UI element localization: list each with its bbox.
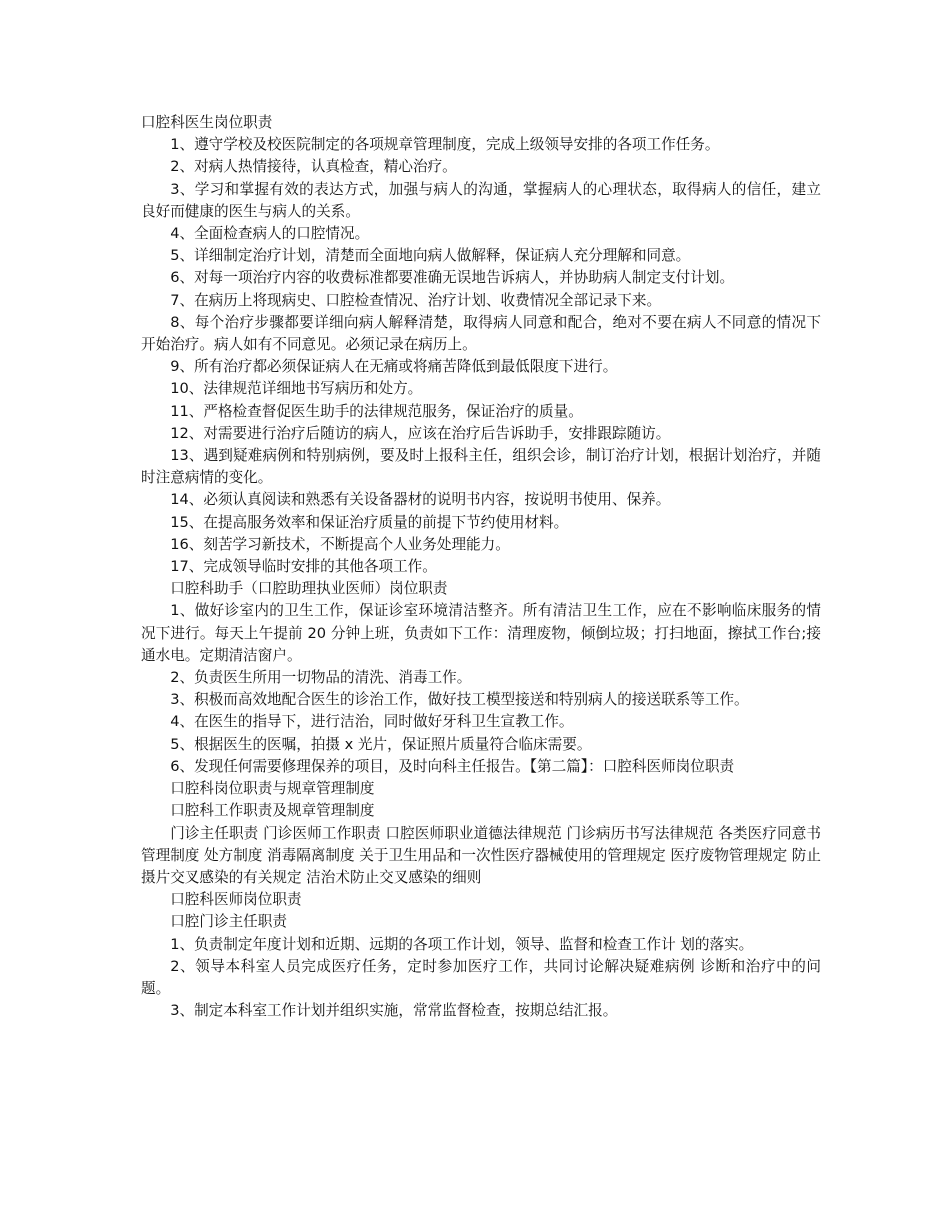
duty-item: 6、对每一项治疗内容的收费标准都要准确无误地告诉病人，并协助病人制定支付计划。 (170, 269, 735, 287)
duty-item: 2、领导本科室人员完成医疗任务，定时参加医疗工作，共同讨论解决疑难病例 诊断和治疗中的问题。 (141, 957, 821, 997)
section-heading: 口腔科助手（口腔助理执业医师）岗位职责 (170, 580, 448, 598)
duty-item: 10、法律规范详细地书写病历和处方。 (170, 380, 423, 398)
doc-title: 口腔科医生岗位职责 (141, 114, 273, 131)
duty-item: 7、在病历上将现病史、口腔检查情况、治疗计划、收费情况全部记录下来。 (170, 291, 662, 309)
section-heading: 口腔科医师岗位职责 (170, 891, 302, 909)
duty-item: 4、全面检查病人的口腔情况。 (170, 225, 370, 243)
duty-item: 11、严格检查督促医生助手的法律规范服务，保证治疗的质量。 (170, 402, 583, 420)
duty-item: 6、发现任何需要修理保养的项目，及时向科主任报告。【第二篇】：口腔科医师岗位职责 (170, 757, 735, 775)
regulation-list: 门诊主任职责 门诊医师工作职责 口腔医师职业道德法律规范 门诊病历书写法律规范 各类医疗同意书管理制度 处方制度 消毒隔离制度 关于卫生用品和一次性医疗器械使用的管理规定 医疗废物管理规定 防止摄片交叉感染的有关规定 洁治术防止交叉感染的细则 (141, 824, 821, 886)
duty-item: 3、制定本科室工作计划并组织实施，常常监督检查，按期总结汇报。 (170, 1002, 618, 1020)
duty-item: 14、必须认真阅读和熟悉有关设备器材的说明书内容，按说明书使用、保养。 (170, 491, 671, 509)
duty-item: 1、负责制定年度计划和近期、远期的各项工作计划，领导、监督和检查工作计 划的落实。 (170, 935, 754, 953)
duty-item: 9、所有治疗都必须保证病人在无痛或将痛苦降低到最低限度下进行。 (170, 358, 618, 376)
duty-item: 1、遵守学校及校医院制定的各项规章管理制度，完成上级领导安排的各项工作任务。 (170, 136, 720, 154)
duty-item: 2、负责医生所用一切物品的清洗、消毒工作。 (170, 669, 472, 687)
duty-item: 1、做好诊室内的卫生工作，保证诊室环境清洁整齐。所有清洁卫生工作，应在不影响临床服务的情况下进行。每天上午提前 20 分钟上班，负责如下工作：清理废物，倾倒垃圾；打扫地面，擦拭工作台;接通水电。定期清洁窗户。 (141, 602, 821, 664)
duty-item: 5、根据医生的医嘱，拍摄 x 光片，保证照片质量符合临床需要。 (170, 735, 592, 753)
duty-item: 13、遇到疑难病例和特别病例，要及时上报科主任，组织会诊，制订治疗计划，根据计划治疗，并随时注意病情的变化。 (141, 447, 821, 487)
duty-item: 17、完成领导临时安排的其他各项工作。 (170, 558, 437, 576)
duty-item: 12、对需要进行治疗后随访的病人，应该在治疗后告诉助手，安排跟踪随访。 (170, 424, 671, 442)
duty-item: 4、在医生的指导下，进行洁治，同时做好牙科卫生宣教工作。 (170, 713, 574, 731)
section-heading: 口腔科工作职责及规章管理制度 (170, 802, 375, 820)
duty-item: 5、详细制定治疗计划，清楚而全面地向病人做解释，保证病人充分理解和同意。 (170, 247, 691, 265)
section-heading: 口腔门诊主任职责 (170, 913, 287, 931)
duty-item: 2、对病人热情接待，认真检查，精心治疗。 (170, 158, 457, 176)
duty-item: 16、刻苦学习新技术，不断提高个人业务处理能力。 (170, 535, 510, 553)
document-body (141, 112, 821, 1022)
duty-item: 3、积极而高效地配合医生的诊治工作，做好技工模型接送和特别病人的接送联系等工作。 (170, 691, 749, 709)
duty-item: 8、每个治疗步骤都要详细向病人解释清楚，取得病人同意和配合，绝对不要在病人不同意的情况下开始治疗。病人如有不同意见。必须记录在病历上。 (141, 313, 821, 354)
duty-item: 15、在提高服务效率和保证治疗质量的前提下节约使用材料。 (170, 513, 569, 531)
section-heading: 口腔科岗位职责与规章管理制度 (170, 780, 375, 798)
duty-item: 3、学习和掌握有效的表达方式，加强与病人的沟通，掌握病人的心理状态，取得病人的信任，建立良好而健康的医生与病人的关系。 (141, 180, 821, 220)
